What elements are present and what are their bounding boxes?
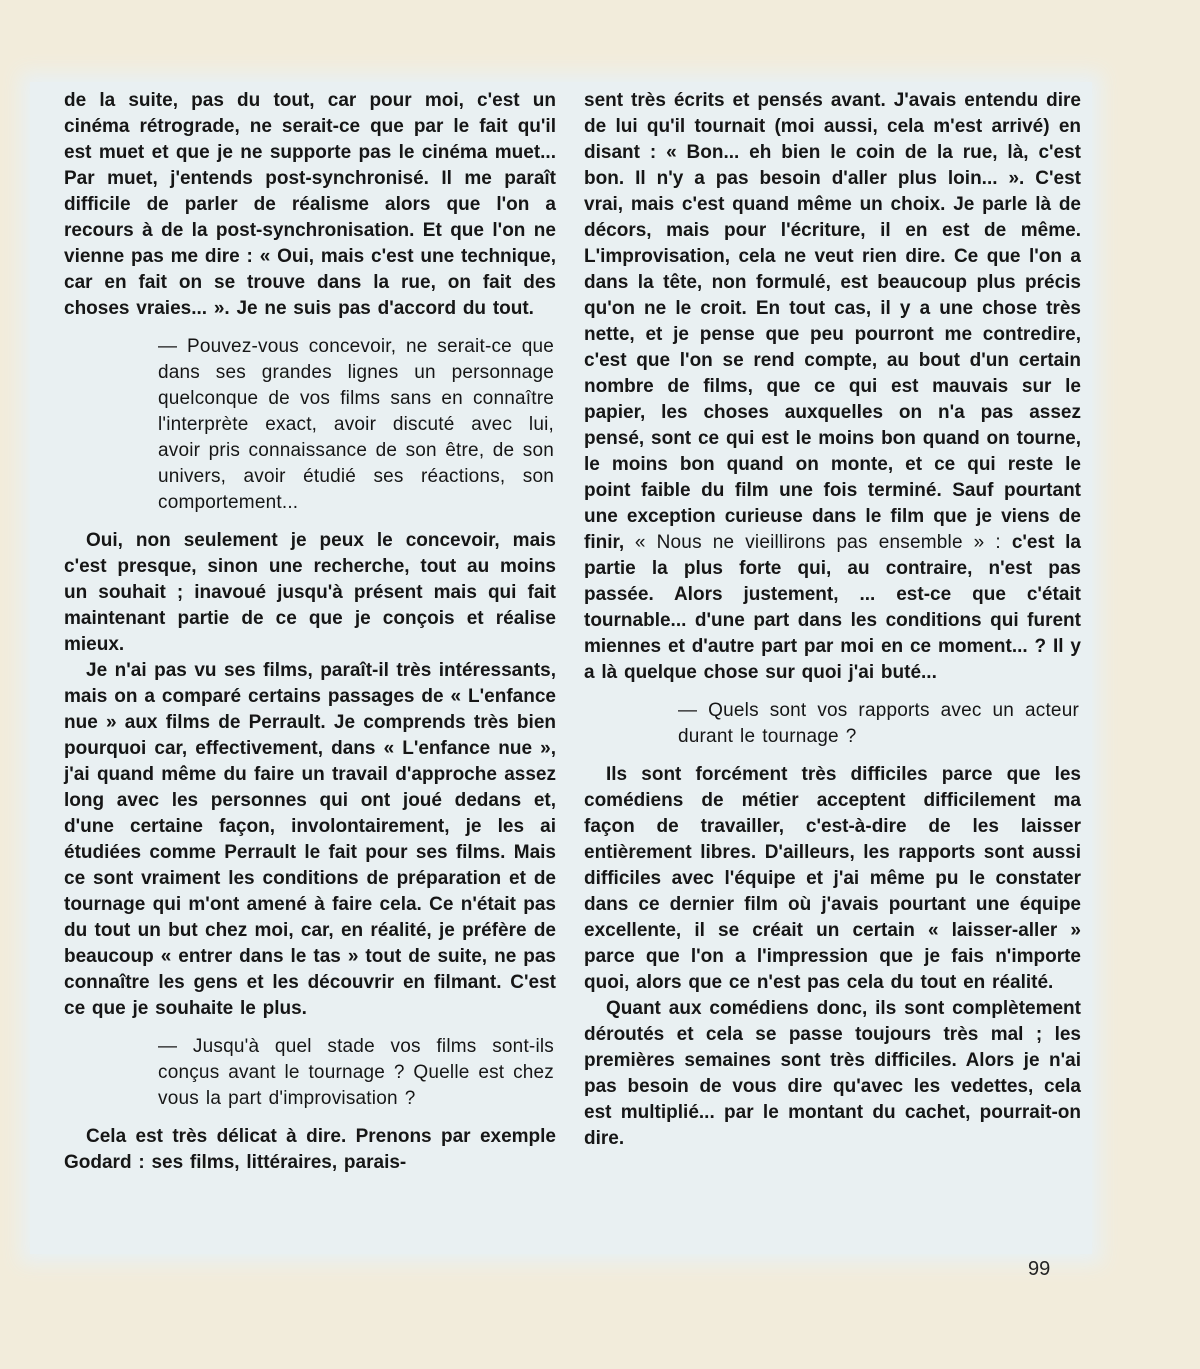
answer-paragraph: Oui, non seulement je peux le concevoir, mais c'est presque, sinon une recherche, tout au moins un souhait ; inavoué jusqu'à présent mais qui fait maintenant partie de ce que je conçois et réalise mieux. (64, 530, 556, 655)
column-left (64, 88, 556, 1176)
question-paragraph: — Jusqu'à quel stade vos films sont-ils conçus avant le tournage ? Quelle est chez vous la part d'improvisation ? (158, 1036, 554, 1109)
answer-text-bold: c'est la partie la plus forte qui, au contraire, n'est pas passée. Alors justement, ... est-ce que c'était tournable... d'une part dans les conditions qui furent miennes et d'autre part par moi en ce moment... ? Il y a là quelque chose sur quoi j'ai buté... (584, 532, 1081, 683)
page-number: 99 (1028, 1258, 1051, 1280)
answer-paragraph (584, 88, 1081, 686)
answer-paragraph: de la suite, pas du tout, car pour moi, c'est un cinéma rétrograde, ne serait-ce que par le fait qu'il est muet et que je ne supporte pas le cinéma muet... Par muet, j'entends post-synchronisé. Il me paraît difficile de parler de réalisme alors que l'on a recours à de la post-synchronisation. Et que l'on ne vienne pas me dire : « Oui, mais c'est une technique, car en fait on se trouve dans la rue, on fait des choses vraies... ». Je ne suis pas d'accord du tout. (64, 90, 556, 319)
question-paragraph: — Quels sont vos rapports avec un acteur durant le tournage ? (678, 700, 1079, 747)
answer-paragraph: Je n'ai pas vu ses films, paraît-il très intéressants, mais on a comparé certains passages de « L'enfance nue » aux films de Perrault. Je comprends très bien pourquoi car, effectivement, dans « L'enfance nue », j'ai quand même du faire un travail d'approche assez long avec les personnes qui ont joué dedans et, d'une certaine façon, involontairement, je les ai étudiées comme Perrault le fait pour ses films. Mais ce sont vraiment les conditions de préparation et de tournage qui m'ont amené à faire cela. Ce n'était pas du tout un but chez moi, car, en réalité, je préfère de beaucoup « entrer dans le tas » tout de suite, ne pas connaître les gens et les découvrir en filmant. C'est ce que je souhaite le plus. (64, 660, 556, 1019)
film-title-citation: « Nous ne vieillirons pas ensemble » : (634, 532, 1012, 553)
answer-paragraph: Quant aux comédiens donc, ils sont complètement déroutés et cela se passe toujours très mal ; les premières semaines sont très difficiles. Alors je n'ai pas besoin de vous dire qu'avec les vedettes, cela est multiplié... par le montant du cachet, pourrait-on dire. (584, 998, 1081, 1149)
answer-paragraph: Ils sont forcément très difficiles parce que les comédiens de métier acceptent difficilement ma façon de travailler, c'est-à-dire de les laisser entièrement libres. D'ailleurs, les rapports sont aussi difficiles avec l'équipe et j'ai même pu le constater dans ce dernier film où j'avais pourtant une équipe excellente, il se créait un certain « laisser-aller » parce que l'on a l'impression que je fais n'importe quoi, alors que ce n'est pas cela du tout en réalité. (584, 764, 1081, 993)
answer-paragraph: Cela est très délicat à dire. Prenons par exemple Godard : ses films, littéraires, parais- (64, 1126, 556, 1173)
column-right (584, 88, 1081, 1152)
question-paragraph: — Pouvez-vous concevoir, ne serait-ce que dans ses grandes lignes un personnage quelconque de vos films sans en connaître l'interprète exact, avoir discuté avec lui, avoir pris connaissance de son être, de son univers, avoir étudié ses réactions, son comportement... (158, 336, 554, 513)
answer-text-bold: sent très écrits et pensés avant. J'avais entendu dire de lui qu'il tournait (moi aussi, cela m'est arrivé) en disant : « Bon... eh bien le coin de la rue, là, c'est bon. Il n'y a pas besoin d'aller plus loin... ». C'est vrai, mais c'est quand même un choix. Je parle là de décors, mais pour l'écriture, il en est de même. L'improvisation, cela ne veut rien dire. Ce que l'on a dans la tête, non formulé, est beaucoup plus précis qu'on ne le croit. En tout cas, il y a une chose très nette, et je pense que peu pourront me contredire, c'est que l'on se rend compte, au bout d'un certain nombre de films, que ce qui est mauvais sur le papier, les choses auxquelles on n'a pas assez pensé, sont ce qui est le moins bon quand on tourne, le moins bon quand on monte, et ce qui reste le point faible du film une fois terminé. Sauf pourtant une exception curieuse dans le film que je viens de finir, (584, 90, 1081, 553)
